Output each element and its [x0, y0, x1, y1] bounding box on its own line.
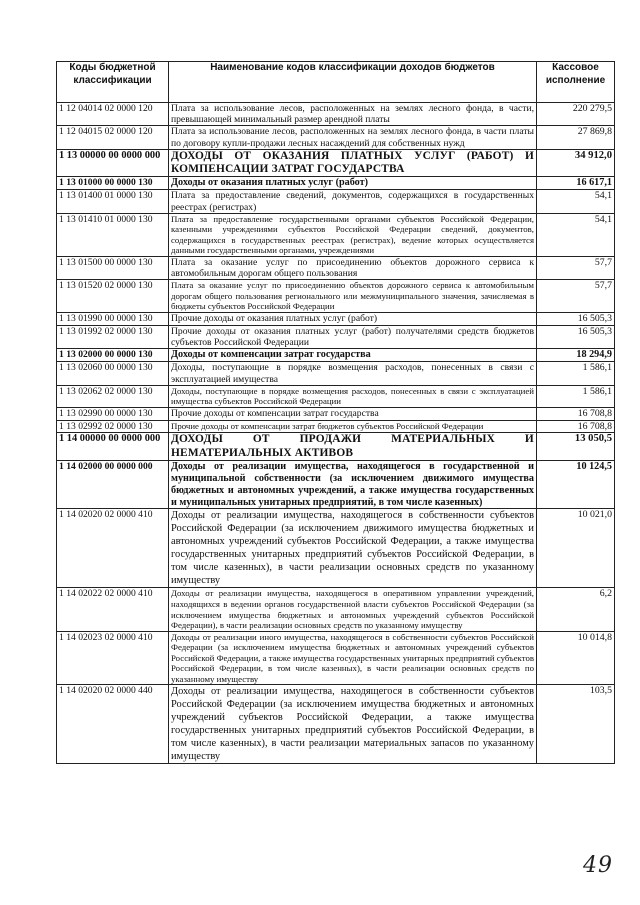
row-amount: 220 279,5: [537, 103, 615, 126]
row-amount: 10 014,8: [537, 631, 615, 685]
row-amount: 27 869,8: [537, 126, 615, 149]
row-amount: 54,1: [537, 213, 615, 256]
row-amount: 16 505,3: [537, 313, 615, 326]
row-code: 1 13 01500 00 0000 130: [57, 256, 169, 279]
row-code: 1 12 04014 02 0000 120: [57, 103, 169, 126]
table-row: [57, 149, 615, 176]
row-amount: 10 021,0: [537, 509, 615, 588]
row-name: Доходы от реализации имущества, находящегося в собственности субъектов Российской Федерации (за исключением движимого имущества бюджетных и автономных учреждений субъектов Российской Федерации, а также имущества государственных унитарных предприятий субъектов Российской Федерации, в том числе казенных), в части реализации основных средств по указанному имуществу: [169, 509, 537, 588]
table-row: [57, 103, 615, 126]
row-name: Доходы от оказания платных услуг (работ): [169, 177, 537, 190]
row-code: 1 14 02022 02 0000 410: [57, 588, 169, 631]
page-number: 49: [583, 853, 613, 878]
row-amount: 18 294,9: [537, 349, 615, 362]
row-code: 1 13 02060 00 0000 130: [57, 362, 169, 385]
row-amount: 16 708,8: [537, 407, 615, 420]
row-code: 1 13 01400 01 0000 130: [57, 190, 169, 213]
table-row: [57, 420, 615, 433]
table-row: [57, 588, 615, 631]
row-code: 1 13 01410 01 0000 130: [57, 213, 169, 256]
row-code: 1 13 01000 00 0000 130: [57, 177, 169, 190]
row-name: Доходы от реализации имущества, находящегося в оперативном управлении учреждений, находящихся в ведении органов государственной власти субъектов Российской Федерации (за исключением имущества бюджетных и автономных учреждений субъектов Российской Федерации), в части реализации основных средств по указанному имуществу: [169, 588, 537, 631]
row-name: Доходы от реализации иного имущества, находящегося в собственности субъектов Российской Федерации (за исключением имущества бюджетных и автономных учреждений субъектов Российской Федерации, а также имущества государственных унитарных предприятий субъектов Российской Федерации, в том числе казенных), в части реализации основных средств по указанному имуществу: [169, 631, 537, 685]
table-row: [57, 433, 615, 460]
row-name: Прочие доходы от компенсации затрат бюджетов субъектов Российской Федерации: [169, 420, 537, 433]
table-row: [57, 256, 615, 279]
budget-revenue-table: [56, 61, 615, 764]
table-row: [57, 190, 615, 213]
row-amount: 10 124,5: [537, 460, 615, 509]
row-code: 1 13 00000 00 0000 000: [57, 149, 169, 176]
row-name: Плата за использование лесов, расположенных на землях лесного фонда, в части, превышающей минимальный размер арендной платы: [169, 103, 537, 126]
row-code: 1 13 02000 00 0000 130: [57, 349, 169, 362]
row-code: 1 14 02020 02 0000 410: [57, 509, 169, 588]
table-row: [57, 460, 615, 509]
row-amount: 16 708,8: [537, 420, 615, 433]
row-name: Доходы, поступающие в порядке возмещения расходов, понесенных в связи с эксплуатацией имущества субъектов Российской Федерации: [169, 385, 537, 407]
row-name: Плата за предоставление государственными органами субъектов Российской Федерации, казенными учреждениями субъектов Российской Федерации сведений, документов, содержащихся в государственных реестрах (регистрах), ведение которых осуществляется данными государственными органами, учреждениями: [169, 213, 537, 256]
row-code: 1 14 02000 00 0000 000: [57, 460, 169, 509]
table-row: [57, 280, 615, 313]
row-amount: 57,7: [537, 256, 615, 279]
row-code: 1 13 02062 02 0000 130: [57, 385, 169, 407]
row-amount: 13 050,5: [537, 433, 615, 460]
table-row: [57, 213, 615, 256]
table-row: [57, 177, 615, 190]
row-code: 1 13 02990 00 0000 130: [57, 407, 169, 420]
row-amount: 1 586,1: [537, 385, 615, 407]
row-name: ДОХОДЫ ОТ ОКАЗАНИЯ ПЛАТНЫХ УСЛУГ (РАБОТ) И КОМПЕНСАЦИИ ЗАТРАТ ГОСУДАРСТВА: [169, 149, 537, 176]
header-name: Наименование кодов классификации доходов бюджетов: [169, 62, 537, 103]
row-name: Доходы от компенсации затрат государства: [169, 349, 537, 362]
row-code: 1 14 02020 02 0000 440: [57, 685, 169, 764]
row-name: Плата за предоставление сведений, документов, содержащихся в государственных реестрах (регистрах): [169, 190, 537, 213]
row-code: 1 13 01990 00 0000 130: [57, 313, 169, 326]
row-amount: 57,7: [537, 280, 615, 313]
table-row: [57, 349, 615, 362]
table-row: [57, 407, 615, 420]
row-name: ДОХОДЫ ОТ ПРОДАЖИ МАТЕРИАЛЬНЫХ И НЕМАТЕРИАЛЬНЫХ АКТИВОВ: [169, 433, 537, 460]
table-row: [57, 325, 615, 348]
row-code: 1 12 04015 02 0000 120: [57, 126, 169, 149]
row-amount: 1 586,1: [537, 362, 615, 385]
table-row: [57, 362, 615, 385]
row-amount: 16 505,3: [537, 325, 615, 348]
row-name: Прочие доходы от компенсации затрат государства: [169, 407, 537, 420]
row-code: 1 14 00000 00 0000 000: [57, 433, 169, 460]
row-name: Доходы от реализации имущества, находящегося в государственной и муниципальной собственности (за исключением движимого имущества бюджетных и автономных учреждений, а также имущества государственных и муниципальных унитарных предприятий, в том числе казенных): [169, 460, 537, 509]
row-code: 1 14 02023 02 0000 410: [57, 631, 169, 685]
row-amount: 54,1: [537, 190, 615, 213]
row-code: 1 13 01520 02 0000 130: [57, 280, 169, 313]
table-row: [57, 126, 615, 149]
table-row: [57, 631, 615, 685]
row-code: 1 13 02992 02 0000 130: [57, 420, 169, 433]
row-name: Плата за оказание услуг по присоединению объектов дорожного сервиса к автомобильным дорогам общего пользования регионального или межмуниципального значения, зачисляемая в бюджеты субъектов Российской Федерации: [169, 280, 537, 313]
table-row: [57, 313, 615, 326]
table-row: [57, 385, 615, 407]
table-body: [57, 103, 615, 764]
header-code: Коды бюджетной классификации: [57, 62, 169, 103]
row-name: Прочие доходы от оказания платных услуг (работ) получателями средств бюджетов субъектов Российской Федерации: [169, 325, 537, 348]
row-name: Плата за оказание услуг по присоединению объектов дорожного сервиса к автомобильным дорогам общего пользования: [169, 256, 537, 279]
table-header: [57, 62, 615, 103]
row-amount: 103,5: [537, 685, 615, 764]
row-name: Доходы, поступающие в порядке возмещения расходов, понесенных в связи с эксплуатацией имущества: [169, 362, 537, 385]
row-name: Плата за использование лесов, расположенных на землях лесного фонда, в части платы по договору купли-продажи лесных насаждений для собственных нужд: [169, 126, 537, 149]
row-code: 1 13 01992 02 0000 130: [57, 325, 169, 348]
table-row: [57, 685, 615, 764]
table-row: [57, 509, 615, 588]
row-name: Доходы от реализации имущества, находящегося в собственности субъектов Российской Федерации (за исключением имущества бюджетных и автономных учреждений субъектов Российской Федерации, а также имущества государственных унитарных предприятий субъектов Российской Федерации, в том числе казенных), в части реализации материальных запасов по указанному имуществу: [169, 685, 537, 764]
row-amount: 34 912,0: [537, 149, 615, 176]
header-amount: Кассовое исполнение: [537, 62, 615, 103]
row-amount: 16 617,1: [537, 177, 615, 190]
row-amount: 6,2: [537, 588, 615, 631]
row-name: Прочие доходы от оказания платных услуг (работ): [169, 313, 537, 326]
